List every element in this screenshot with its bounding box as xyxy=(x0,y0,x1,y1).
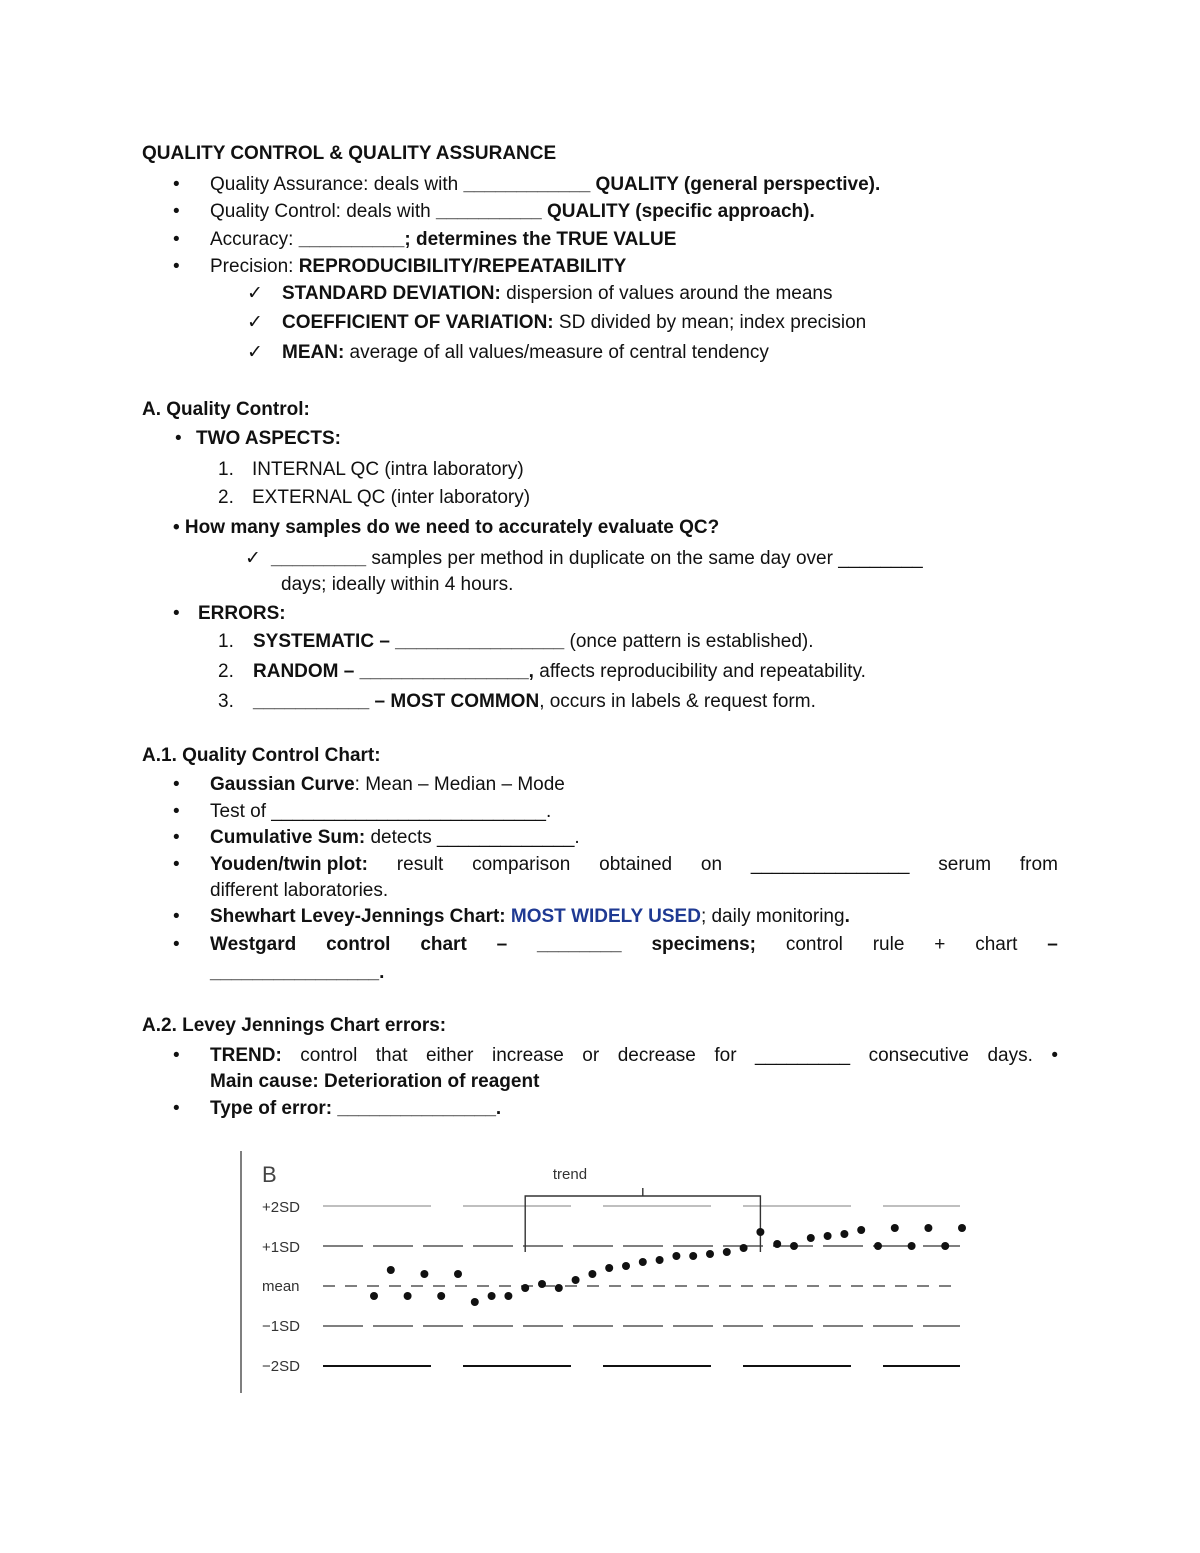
y-label-minus-1sd: −1SD xyxy=(262,1318,300,1335)
cumulative-sum: Cumulative Sum: detects _____________. xyxy=(210,827,580,848)
trend-annotation-label: trend xyxy=(552,1166,588,1183)
data-point xyxy=(723,1248,731,1256)
bullet-icon: • xyxy=(173,854,180,875)
data-point xyxy=(504,1292,512,1300)
data-point xyxy=(521,1284,529,1292)
data-point xyxy=(471,1298,479,1306)
check-icon: ✓ xyxy=(247,282,263,304)
error-random: RANDOM – ________________, affects reproducibility and repeatability. xyxy=(253,661,866,682)
data-point xyxy=(555,1284,563,1292)
data-point xyxy=(908,1242,916,1250)
data-point xyxy=(404,1292,412,1300)
test-of: Test of __________________________. xyxy=(210,801,552,822)
data-point xyxy=(874,1242,882,1250)
bullet-icon: • xyxy=(173,774,180,795)
type-of-error: Type of error: _______________. xyxy=(210,1098,502,1119)
bullet-icon: • xyxy=(173,229,180,250)
data-point xyxy=(622,1262,630,1270)
section-a-heading: A. Quality Control: xyxy=(142,399,310,420)
data-point xyxy=(790,1242,798,1250)
aspect-external-qc: EXTERNAL QC (inter laboratory) xyxy=(252,487,531,508)
data-point xyxy=(740,1244,748,1252)
intro-accuracy: Accuracy: __________; determines the TRUE VALUE xyxy=(210,229,677,250)
list-number: 1. xyxy=(218,459,234,480)
data-point xyxy=(824,1232,832,1240)
data-point xyxy=(941,1242,949,1250)
data-point xyxy=(605,1264,613,1272)
check-icon: ✓ xyxy=(247,311,263,333)
data-point xyxy=(807,1234,815,1242)
aspect-internal-qc: INTERNAL QC (intra laboratory) xyxy=(252,459,524,480)
check-item-coefficient-of-variation: COEFFICIENT OF VARIATION: SD divided by mean; index precision xyxy=(282,312,867,333)
data-point xyxy=(454,1270,462,1278)
intro-quality-assurance: Quality Assurance: deals with ____________ QUALITY (general perspective). xyxy=(210,174,881,195)
gaussian-curve: Gaussian Curve: Mean – Median – Mode xyxy=(210,774,565,795)
data-point xyxy=(773,1240,781,1248)
data-point xyxy=(370,1292,378,1300)
data-point xyxy=(672,1252,680,1260)
list-number: 2. xyxy=(218,487,234,508)
list-number: 3. xyxy=(218,691,234,712)
youden-plot-line2: different laboratories. xyxy=(210,880,389,901)
data-point xyxy=(572,1276,580,1284)
bullet-icon: • xyxy=(175,428,182,449)
westgard-chart-line2: ________________. xyxy=(210,962,385,983)
check-item-standard-deviation: STANDARD DEVIATION: dispersion of values around the means xyxy=(282,283,833,304)
error-systematic: SYSTEMATIC – ________________ (once pattern is established). xyxy=(253,631,814,652)
westgard-chart: Westgard control chart – ________ specimens; control rule + chart – xyxy=(210,934,1058,955)
check-icon: ✓ xyxy=(247,341,263,363)
bullet-icon: • xyxy=(173,603,180,624)
data-point xyxy=(891,1224,899,1232)
samples-answer: _________ samples per method in duplicate on the same day over ________ xyxy=(271,548,923,569)
data-point xyxy=(857,1226,865,1234)
trend-main-cause: Main cause: Deterioration of reagent xyxy=(210,1071,540,1092)
y-label-plus-2sd: +2SD xyxy=(262,1199,300,1216)
shewhart-chart: Shewhart Levey-Jennings Chart: MOST WIDELY USED; daily monitoring. xyxy=(210,906,850,927)
data-point xyxy=(958,1224,966,1232)
youden-plot: Youden/twin plot: result comparison obtained on _______________ serum from xyxy=(210,854,1058,875)
data-point xyxy=(437,1292,445,1300)
bullet-icon: • xyxy=(173,256,180,277)
bullet-icon: • xyxy=(173,906,180,927)
data-point xyxy=(840,1230,848,1238)
bullet-icon: • xyxy=(173,1098,180,1119)
list-number: 1. xyxy=(218,631,234,652)
error-clerical: ___________ – MOST COMMON, occurs in labels & request form. xyxy=(253,691,816,712)
y-label-minus-2sd: −2SD xyxy=(262,1358,300,1375)
bullet-icon: • xyxy=(173,801,180,822)
intro-quality-control: Quality Control: deals with __________ QUALITY (specific approach). xyxy=(210,201,815,222)
trend-definition: TREND: control that either increase or decrease for _________ consecutive days. • xyxy=(210,1045,1058,1066)
samples-answer-line2: days; ideally within 4 hours. xyxy=(281,574,514,595)
errors-label: ERRORS: xyxy=(198,603,286,624)
data-point xyxy=(420,1270,428,1278)
check-icon: ✓ xyxy=(245,547,261,569)
two-aspects-label: TWO ASPECTS: xyxy=(196,428,341,449)
data-point xyxy=(538,1280,546,1288)
data-point xyxy=(639,1258,647,1266)
samples-question: • How many samples do we need to accurately evaluate QC? xyxy=(173,517,720,538)
data-point xyxy=(588,1270,596,1278)
list-number: 2. xyxy=(218,661,234,682)
levey-jennings-chart xyxy=(238,1145,968,1395)
y-label-plus-1sd: +1SD xyxy=(262,1239,300,1256)
bullet-icon: • xyxy=(173,174,180,195)
trend-bracket xyxy=(525,1188,760,1252)
data-point xyxy=(488,1292,496,1300)
section-a2-heading: A.2. Levey Jennings Chart errors: xyxy=(142,1015,447,1036)
data-point xyxy=(387,1266,395,1274)
data-point xyxy=(656,1256,664,1264)
data-point xyxy=(706,1250,714,1258)
data-point xyxy=(924,1224,932,1232)
data-point xyxy=(756,1228,764,1236)
bullet-icon: • xyxy=(173,201,180,222)
section-a1-heading: A.1. Quality Control Chart: xyxy=(142,745,381,766)
page-title: QUALITY CONTROL & QUALITY ASSURANCE xyxy=(142,143,557,164)
chart-panel-label: B xyxy=(262,1162,277,1187)
bullet-icon: • xyxy=(173,1045,180,1066)
check-item-mean: MEAN: average of all values/measure of central tendency xyxy=(282,342,769,363)
intro-precision: Precision: REPRODUCIBILITY/REPEATABILITY xyxy=(210,256,627,277)
data-point xyxy=(689,1252,697,1260)
bullet-icon: • xyxy=(173,934,180,955)
y-label-mean: mean xyxy=(262,1278,300,1295)
bullet-icon: • xyxy=(173,827,180,848)
